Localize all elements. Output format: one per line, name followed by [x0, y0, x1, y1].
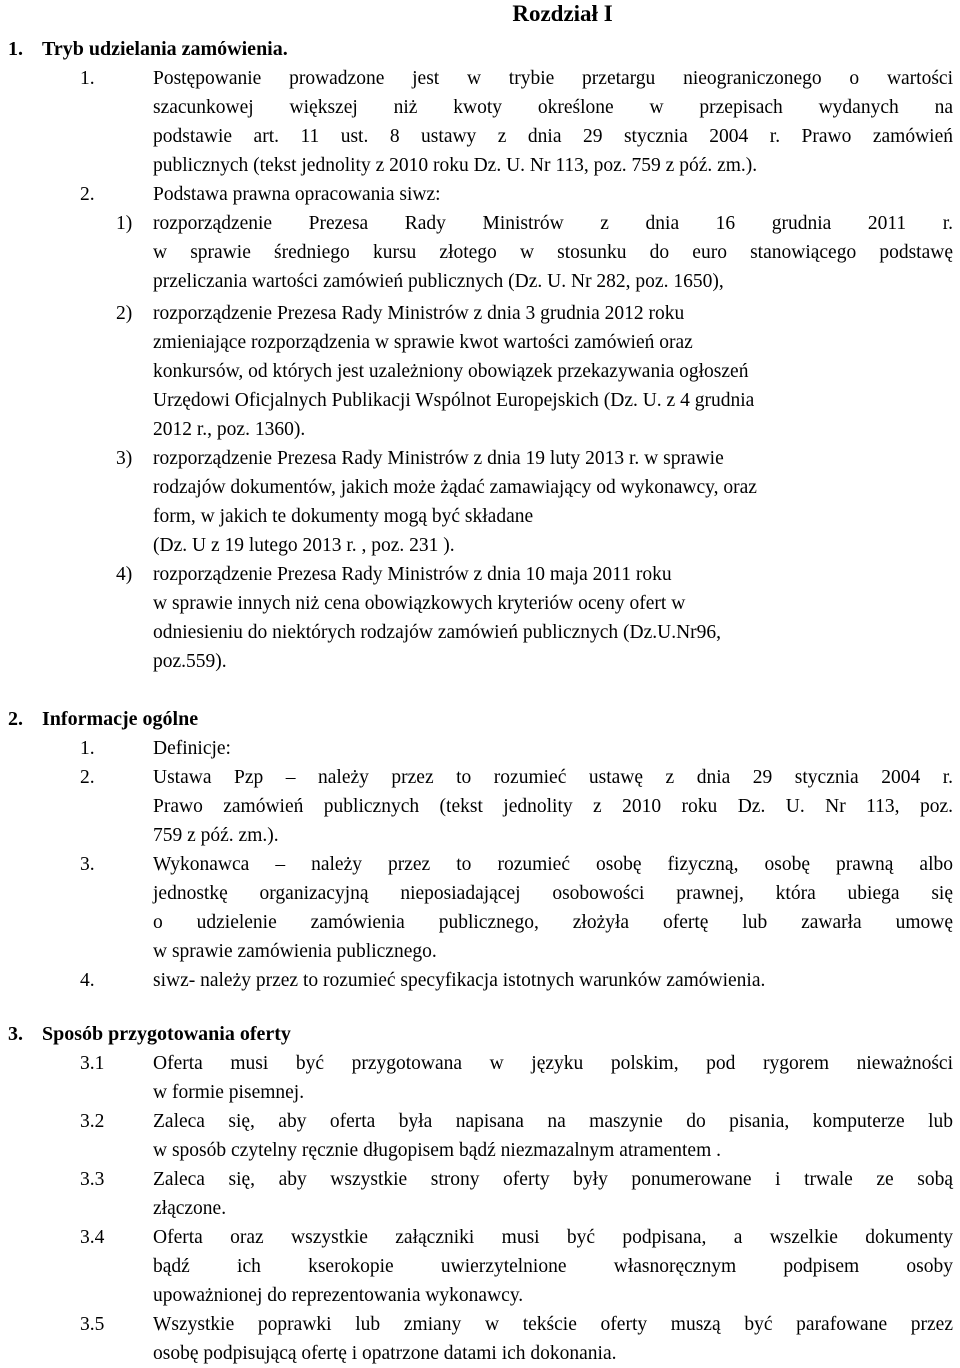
item-number: 3.1	[80, 1053, 105, 1074]
text-line: zmieniające rozporządzenia w sprawie kwot wartości zamówień oraz	[153, 332, 693, 353]
section-1-heading	[8, 35, 288, 64]
text-line: Podstawa prawna opracowania siwz:	[153, 184, 441, 205]
text-line: Postępowanie prowadzone jest w trybie przetargu nieograniczonego o wartości	[153, 68, 953, 89]
section-2-heading	[8, 705, 198, 734]
section-3-item-3	[80, 1165, 953, 1223]
section-3-title: Sposób przygotowania oferty	[42, 1023, 291, 1045]
section-3-item-1	[80, 1049, 953, 1107]
section-2-title: Informacje ogólne	[42, 708, 199, 730]
text-line: w sposób czytelny ręcznie długopisem bądź niezmazalnym atramentem .	[153, 1140, 722, 1161]
text-line: w sprawie innych niż cena obowiązkowych kryteriów oceny ofert w	[153, 593, 686, 614]
section-1-item-1	[80, 64, 953, 180]
item-number: 3.2	[80, 1111, 105, 1132]
section-3-number: 3.	[8, 1023, 23, 1045]
text-line: osobę podpisującą ofertę i opatrzone datami ich dokonania.	[153, 1343, 617, 1364]
item-number: 2)	[116, 303, 133, 324]
item-number: 3.4	[80, 1227, 105, 1248]
section-2-number: 2.	[8, 708, 23, 730]
text-line: rozporządzenie Prezesa Rady Ministrów z dnia 3 grudnia 2012 roku	[153, 303, 685, 324]
text-line: szacunkowej większej niż kwoty określone w przepisach wydanych na	[153, 97, 953, 118]
text-line: siwz- należy przez to rozumieć specyfikacja istotnych warunków zamówienia.	[153, 970, 766, 991]
item-number: 1.	[80, 68, 95, 89]
text-line: 759 z póź. zm.).	[153, 825, 279, 846]
legal-basis-item-4	[116, 560, 953, 676]
legal-basis-item-3	[116, 444, 953, 560]
item-number: 1)	[116, 213, 133, 234]
section-3-item-2	[80, 1107, 953, 1165]
legal-basis-item-1	[116, 209, 953, 296]
text-line: w sprawie średniego kursu złotego w stosunku do euro stanowiącego podstawę	[153, 242, 953, 263]
section-3-item-5	[80, 1310, 953, 1368]
text-line: poz.559).	[153, 651, 227, 672]
section-2-item-3	[80, 850, 953, 966]
item-number: 2.	[80, 767, 95, 788]
text-line: rozporządzenie Prezesa Rady Ministrów z dnia 16 grudnia 2011 r.	[153, 213, 953, 234]
text-line: rozporządzenie Prezesa Rady Ministrów z dnia 19 luty 2013 r. w sprawie	[153, 448, 724, 469]
item-number: 3.3	[80, 1169, 105, 1190]
text-line: form, w jakich te dokumenty mogą być składane	[153, 506, 534, 527]
item-number: 4.	[80, 970, 95, 991]
text-line: Zaleca się, aby wszystkie strony oferty były ponumerowane i trwale ze sobą	[153, 1169, 953, 1190]
text-line: rodzajów dokumentów, jakich może żądać zamawiający od wykonawcy, oraz	[153, 477, 757, 498]
text-line: w formie pisemnej.	[153, 1082, 305, 1103]
item-number: 1.	[80, 738, 95, 759]
text-line: Definicje:	[153, 738, 231, 759]
text-line: Wykonawca – należy przez to rozumieć osobę fizyczną, osobę prawną albo	[153, 854, 953, 875]
chapter-title: Rozdział I	[512, 1, 613, 26]
text-line: Oferta musi być przygotowana w języku polskim, pod rygorem nieważności	[153, 1053, 953, 1074]
text-line: jednostkę organizacyjną nieposiadającej osobowości prawnej, która ubiega się	[153, 883, 953, 904]
section-3-heading	[8, 1020, 291, 1049]
section-3-item-4	[80, 1223, 953, 1310]
item-number: 3)	[116, 448, 133, 469]
text-line: złączone.	[153, 1198, 227, 1219]
text-line: podstawie art. 11 ust. 8 ustawy z dnia 29 stycznia 2004 r. Prawo zamówień	[153, 126, 953, 147]
text-line: przeliczania wartości zamówień publicznych (Dz. U. Nr 282, poz. 1650),	[153, 271, 724, 292]
text-line: Ustawa Pzp – należy przez to rozumieć ustawę z dnia 29 stycznia 2004 r.	[153, 767, 953, 788]
legal-basis-item-2	[116, 299, 953, 444]
text-line: publicznych (tekst jednolity z 2010 roku Dz. U. Nr 113, poz. 759 z póź. zm.).	[153, 155, 758, 176]
item-number: 3.	[80, 854, 95, 875]
text-line: odniesieniu do niektórych rodzajów zamówień publicznych (Dz.U.Nr96,	[153, 622, 722, 643]
item-number: 2.	[80, 184, 95, 205]
text-line: rozporządzenie Prezesa Rady Ministrów z dnia 10 maja 2011 roku	[153, 564, 672, 585]
section-1-title: Tryb udzielania zamówienia.	[42, 38, 288, 60]
text-line: Zaleca się, aby oferta była napisana na maszynie do pisania, komputerze lub	[153, 1111, 953, 1132]
section-2-item-4	[80, 966, 953, 995]
text-line: o udzielenie zamówienia publicznego, złożyła ofertę lub zawarła umowę	[153, 912, 953, 933]
item-number: 4)	[116, 564, 133, 585]
item-number: 3.5	[80, 1314, 105, 1335]
text-line: bądź ich kserokopie uwierzytelnione własnoręcznym podpisem osoby	[153, 1256, 953, 1277]
text-line: w sprawie zamówienia publicznego.	[153, 941, 437, 962]
section-2-item-1	[80, 734, 953, 763]
text-line: Urzędowi Oficjalnych Publikacji Wspólnot Europejskich (Dz. U. z 4 grudnia	[153, 390, 755, 411]
text-line: Wszystkie poprawki lub zmiany w tekście oferty muszą być parafowane przez	[153, 1314, 953, 1335]
text-line: 2012 r., poz. 1360).	[153, 419, 306, 440]
text-line: Prawo zamówień publicznych (tekst jednolity z 2010 roku Dz. U. Nr 113, poz.	[153, 796, 953, 817]
section-2-item-2	[80, 763, 953, 850]
text-line: (Dz. U z 19 lutego 2013 r. , poz. 231 ).	[153, 535, 455, 556]
text-line: konkursów, od których jest uzależniony obowiązek przekazywania ogłoszeń	[153, 361, 749, 382]
section-1-item-2	[80, 180, 953, 209]
section-1-number: 1.	[8, 38, 23, 60]
text-line: upoważnionej do reprezentowania wykonawcy.	[153, 1285, 524, 1306]
text-line: Oferta oraz wszystkie załączniki musi być podpisana, a wszelkie dokumenty	[153, 1227, 953, 1248]
